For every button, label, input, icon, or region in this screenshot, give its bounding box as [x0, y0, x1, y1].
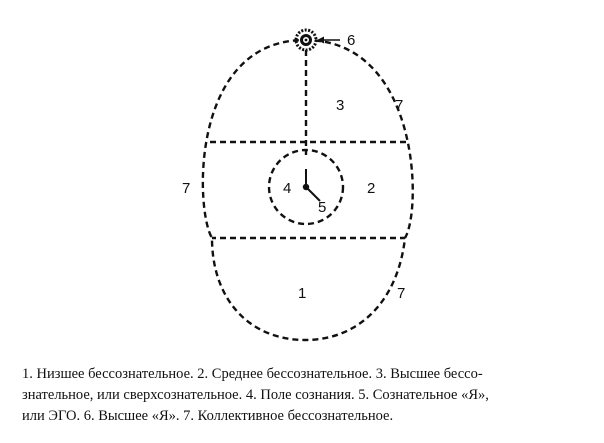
label-collective-unconscious-left: 7: [182, 180, 191, 197]
caption-line: знательное, или сверхсознательное. 4. Поле сознания. 5. Сознательное «Я»,: [22, 387, 489, 403]
caption-line: или ЭГО. 6. Высшее «Я». 7. Коллективное бессознательное.: [22, 408, 394, 424]
label-lower-unconscious: 1: [298, 285, 307, 302]
figure-caption: [22, 364, 592, 427]
label-higher-unconscious: 3: [336, 97, 345, 114]
label-field-of-consciousness: 4: [283, 180, 292, 197]
label-collective-unconscious-bottom-right: 7: [397, 285, 406, 302]
conscious-self-marker: [303, 169, 320, 201]
label-higher-self: 6: [347, 32, 356, 49]
caption-line: 1. Низшее бессознательное. 2. Среднее бессознательное. 3. Высшее бессо-: [22, 366, 483, 382]
label-collective-unconscious-top-right: 7: [395, 97, 404, 114]
label-middle-unconscious: 2: [367, 180, 376, 197]
label-conscious-self: 5: [318, 199, 327, 216]
